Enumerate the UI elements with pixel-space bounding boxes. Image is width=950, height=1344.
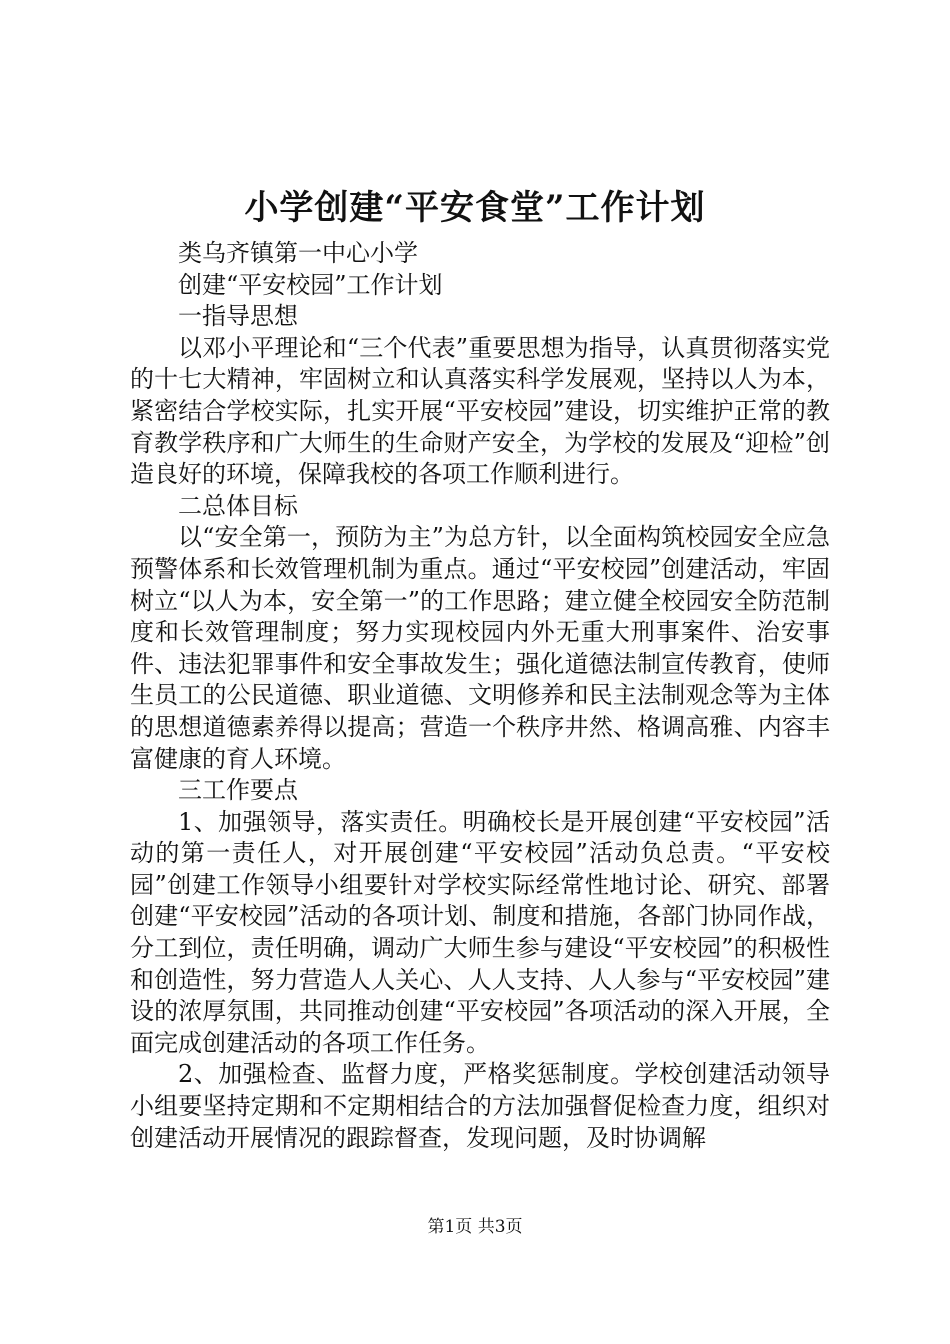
heading-overall-goal: 二总体目标 bbox=[178, 491, 298, 520]
paragraph-work-point-1: 1、加强领导，落实责任。明确校长是开展创建“平安校园”活动的第一责任人，对开展创建“平安校园”活动负总责。“平安校园”创建工作领导小组要针对学校实际经常性地讨论、研究、部署创建“平安校园”活动的各项计划、制度和措施，各部门协同作战，分工到位，责任明确，调动广大师生参与建设“平安校园”的积极性和创造性，努力营造人人关心、人人支持、人人参与“平安校园”建设的浓厚氛围，共同推动创建“平安校园”各项活动的深入开展，全面完成创建活动的各项工作任务。 bbox=[130, 807, 830, 1057]
paragraph-guiding-ideology: 以邓小平理论和“三个代表”重要思想为指导，认真贯彻落实党的十七大精神，牢固树立和认真落实科学发展观，坚持以人为本，紧密结合学校实际，扎实开展“平安校园”建设，切实维护正常的教育教学秩序和广大师生的生命财产安全，为学校的发展及“迎检”创造良好的环境，保障我校的各项工作顺利进行。 bbox=[130, 333, 830, 489]
document-body bbox=[130, 238, 830, 1154]
paragraph-plan-title: 创建“平安校园”工作计划 bbox=[178, 270, 443, 299]
paragraph-school-name: 类乌齐镇第一中心小学 bbox=[178, 239, 418, 267]
heading-guiding-ideology: 一指导思想 bbox=[178, 302, 298, 331]
page-footer: 第1页 共3页 bbox=[427, 1217, 523, 1237]
paragraph-work-point-2: 2、加强检查、监督力度，严格奖惩制度。学校创建活动领导小组要坚持定期和不定期相结合的方法加强督促检查力度，组织对创建活动开展情况的跟踪督查，发现问题，及时协调解 bbox=[130, 1060, 830, 1152]
document-title: 小学创建“平安食堂”工作计划 bbox=[244, 188, 706, 228]
heading-work-points: 三工作要点 bbox=[178, 776, 298, 805]
paragraph-overall-goal: 以“安全第一，预防为主”为总方针，以全面构筑校园安全应急预警体系和长效管理机制为重点。通过“平安校园”创建活动，牢固树立“以人为本，安全第一”的工作思路；建立健全校园安全防范制度和长效管理制度；努力实现校园内外无重大刑事案件、治安事件、违法犯罪事件和安全事故发生；强化道德法制宣传教育，使师生员工的公民道德、职业道德、文明修养和民主法制观念等为主体的思想道德素养得以提高；营造一个秩序井然、格调高雅、内容丰富健康的育人环境。 bbox=[130, 523, 830, 773]
